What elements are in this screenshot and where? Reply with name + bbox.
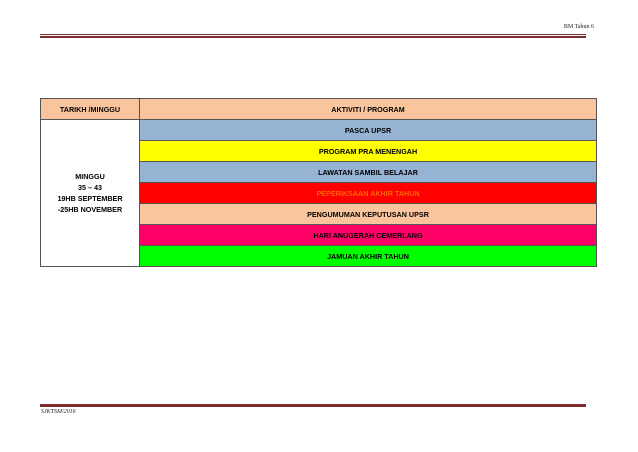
- activity-peperiksaan-akhir-tahun: PEPERIKSAAN AKHIR TAHUN: [140, 183, 597, 204]
- table-row: [41, 120, 597, 141]
- activity-program-pra-menengah: PROGRAM PRA MENENGAH: [140, 141, 597, 162]
- week-date-cell: [41, 120, 140, 267]
- table-header-row: [41, 99, 597, 120]
- activity-pengumuman-keputusan-upsr: PENGUMUMAN KEPUTUSAN UPSR: [140, 204, 597, 225]
- schedule-table: [40, 98, 597, 267]
- activity-hari-anugerah-cemerlang: HARI ANUGERAH CEMERLANG: [140, 225, 597, 246]
- activity-pasca-upsr: PASCA UPSR: [140, 120, 597, 141]
- week-range: 35 – 43: [78, 183, 102, 192]
- header-date-week: TARIKH /MINGGU: [41, 99, 140, 120]
- footer-rule: [40, 403, 586, 407]
- week-label: MINGGU: [75, 172, 105, 181]
- activity-lawatan-sambil-belajar: LAWATAN SAMBIL BELAJAR: [140, 162, 597, 183]
- document-footer: SJKTSM/2016: [41, 409, 76, 415]
- date-end: -25HB NOVEMBER: [57, 205, 123, 214]
- header-activity-program: AKTIVITI / PROGRAM: [140, 99, 597, 120]
- activity-jamuan-akhir-tahun: JAMUAN AKHIR TAHUN: [140, 246, 597, 267]
- header-rule: [40, 34, 586, 38]
- document-header: BM Tahun 6: [563, 24, 594, 30]
- date-start: 19HB SEPTEMBER: [57, 194, 123, 203]
